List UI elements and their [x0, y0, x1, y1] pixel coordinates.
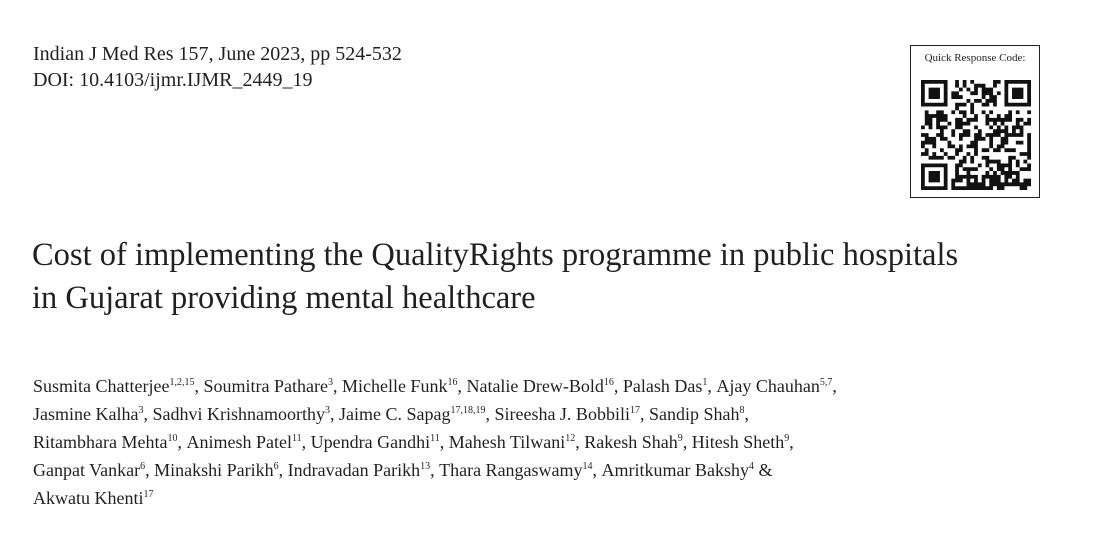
author: Ritambhara Mehta$^{10}$, — [33, 432, 187, 452]
doi-line[interactable]: DOI: 10.4103/ijmr.IJMR_2449_19 — [33, 69, 313, 91]
author: Ganpat Vankar$^6$, — [33, 460, 155, 480]
author: Rakesh Shah$^9$, — [584, 432, 692, 452]
author: Soumitra Pathare$^3$, — [203, 376, 342, 396]
qr-code-box — [910, 45, 1040, 198]
affiliation-marker: 12 — [565, 433, 576, 444]
affiliation-marker: 17,18,19 — [450, 405, 486, 416]
affiliation-marker: 14 — [582, 461, 593, 472]
affiliation-marker: 5,7 — [819, 377, 833, 388]
affiliation-marker: 13 — [420, 461, 431, 472]
qr-code-image[interactable] — [921, 80, 1031, 190]
affiliation-marker: 3 — [138, 405, 144, 416]
title-line-1: Cost of implementing the QualityRights programme in public hospitals — [32, 237, 959, 273]
author: Minakshi Parikh$^6$, — [154, 460, 288, 480]
affiliation-marker: 11 — [291, 433, 302, 444]
author: Akwatu Khenti$^{17}$ — [33, 488, 154, 508]
author: Indravadan Parikh$^{13}$, — [287, 460, 440, 480]
author: Jaime C. Sapag$^{17,18,19}$, — [338, 404, 495, 424]
affiliation-marker: 17 — [143, 489, 154, 500]
qr-code-label: Quick Response Code: — [924, 52, 1026, 64]
affiliation-marker: 10 — [167, 433, 178, 444]
author: Natalie Drew-Bold$^{16}$, — [466, 376, 623, 396]
citation-block — [33, 41, 402, 93]
author: Michelle Funk$^{16}$, — [341, 376, 467, 396]
affiliation-marker: 3 — [324, 405, 330, 416]
author: Sadhvi Krishnamoorthy$^3$, — [152, 404, 339, 424]
affiliation-marker: 3 — [327, 377, 333, 388]
author: Upendra Gandhi$^{11}$, — [310, 432, 449, 452]
affiliation-marker: 1,2,15 — [169, 377, 195, 388]
affiliation-marker: 17 — [629, 405, 640, 416]
author: Jasmine Kalha$^3$, — [33, 404, 153, 424]
author: Hitesh Sheth$^9$, — [691, 432, 794, 452]
affiliation-marker: 16 — [603, 377, 614, 388]
affiliation-marker: 9 — [784, 433, 790, 444]
article-title — [32, 234, 1072, 320]
author: Sireesha J. Bobbili$^{17}$, — [494, 404, 649, 424]
author: Mahesh Tilwani$^{12}$, — [448, 432, 585, 452]
author-list — [33, 372, 1083, 512]
affiliation-marker: 1 — [702, 377, 708, 388]
qr-code-modules — [921, 80, 1031, 190]
author: Animesh Patel$^{11}$, — [186, 432, 311, 452]
author: Sandip Shah$^8$, — [648, 404, 749, 424]
author: Ajay Chauhan$^{5,7}$, — [716, 376, 837, 396]
affiliation-marker: 9 — [677, 433, 683, 444]
author: Susmita Chatterjee$^{1,2,15}$, — [33, 376, 204, 396]
title-line-2: in Gujarat providing mental healthcare — [32, 280, 536, 316]
affiliation-marker: 6 — [140, 461, 146, 472]
affiliation-marker: 11 — [430, 433, 440, 444]
affiliation-marker: 4 — [749, 461, 755, 472]
author: Amritkumar Bakshy$^4$ & — [601, 460, 773, 480]
author: Thara Rangaswamy$^{14}$, — [439, 460, 602, 480]
affiliation-marker: 6 — [273, 461, 279, 472]
affiliation-marker: 8 — [739, 405, 745, 416]
author: Palash Das$^1$, — [622, 376, 717, 396]
journal-citation: Indian J Med Res 157, June 2023, pp 524-532 — [33, 43, 402, 65]
affiliation-marker: 16 — [447, 377, 458, 388]
